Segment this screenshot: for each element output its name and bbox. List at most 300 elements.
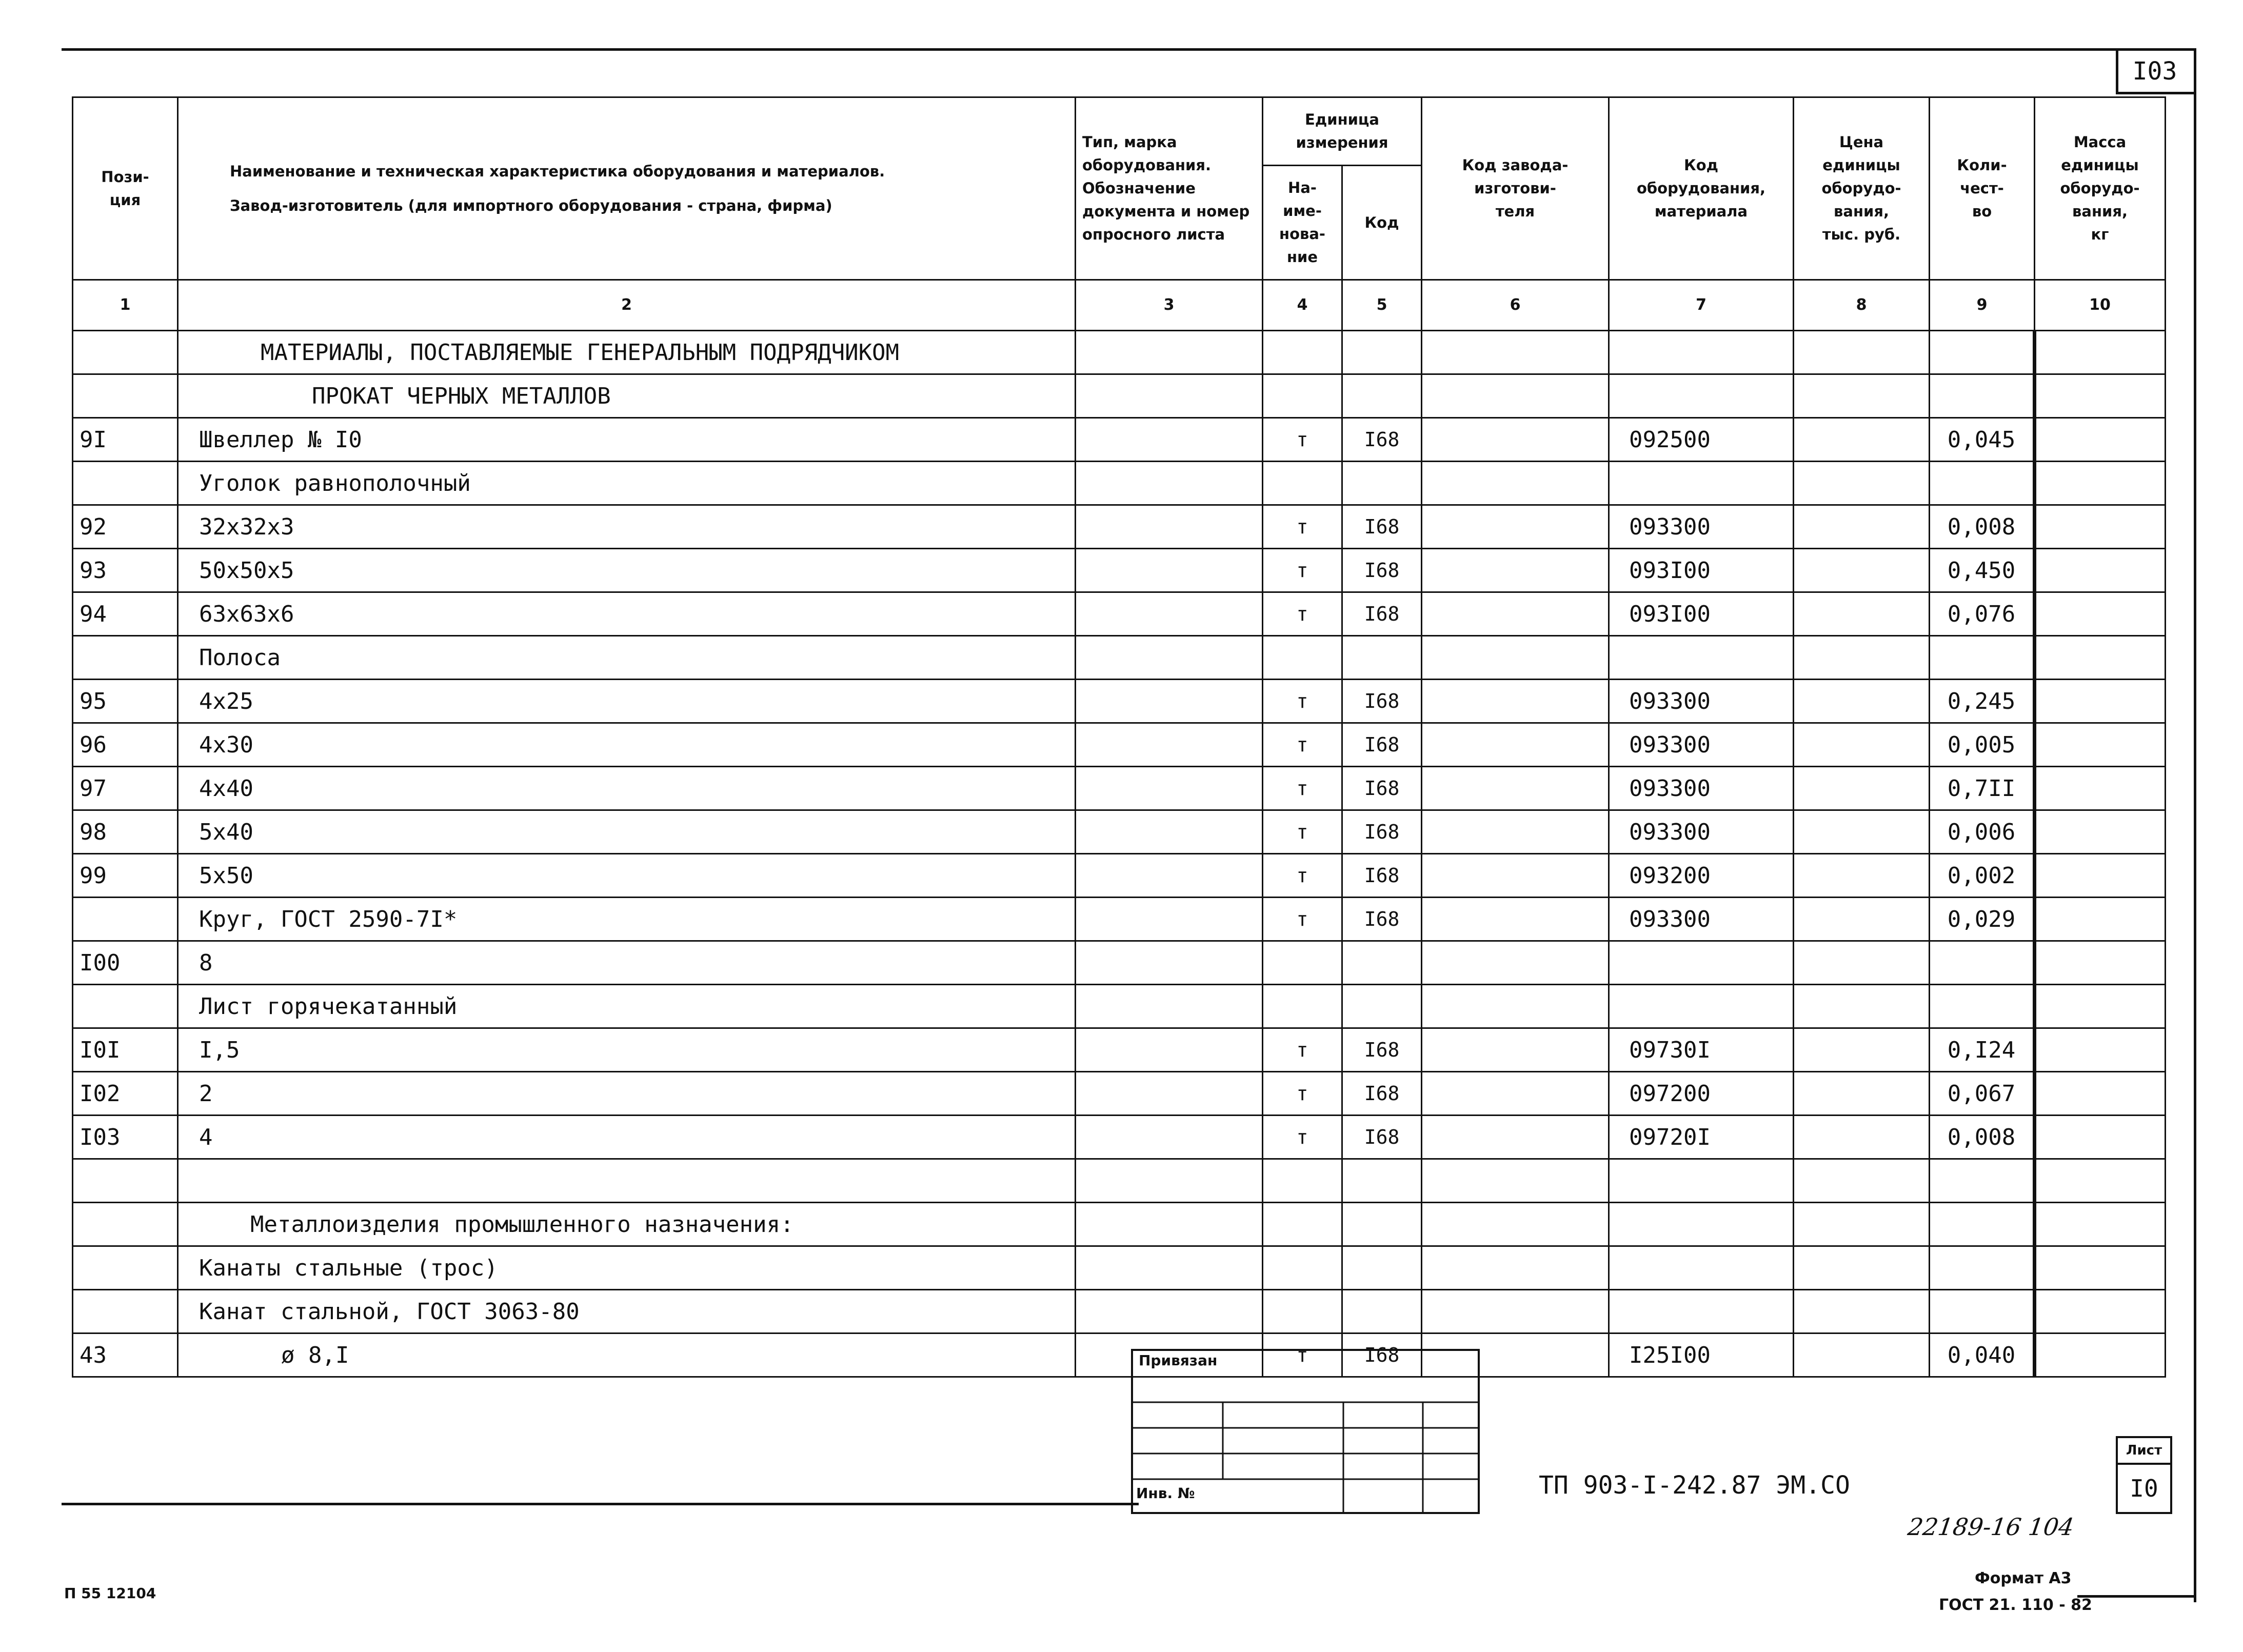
row-material-code: 093300 bbox=[1609, 505, 1794, 549]
row-type bbox=[1076, 854, 1263, 898]
row-unit-name bbox=[1263, 985, 1342, 1028]
row-factory-code bbox=[1422, 1116, 1609, 1159]
colnum-3: 3 bbox=[1076, 280, 1263, 331]
table-row bbox=[73, 810, 2166, 854]
row-unit-code: I68 bbox=[1342, 854, 1422, 898]
row-factory-code bbox=[1422, 767, 1609, 810]
row-type bbox=[1076, 1072, 1263, 1116]
row-unit-name: т bbox=[1263, 418, 1342, 462]
row-price bbox=[1794, 505, 1930, 549]
row-factory-code bbox=[1422, 1072, 1609, 1116]
row-factory-code bbox=[1422, 636, 1609, 680]
row-unit-code: I68 bbox=[1342, 1116, 1422, 1159]
row-material-code: 093I00 bbox=[1609, 549, 1794, 592]
row-quantity bbox=[1930, 1246, 2035, 1290]
row-quantity bbox=[1930, 374, 2035, 418]
row-position: 92 bbox=[73, 505, 178, 549]
colnum-4: 4 bbox=[1263, 280, 1342, 331]
sheet-label: Лист bbox=[2116, 1436, 2172, 1465]
row-position: 93 bbox=[73, 549, 178, 592]
table-row bbox=[73, 1203, 2166, 1246]
row-name: 63x63x6 bbox=[178, 592, 1076, 636]
row-unit-name bbox=[1263, 636, 1342, 680]
row-unit-code bbox=[1342, 941, 1422, 985]
header-material-code-text: Код оборудования, материала bbox=[1637, 156, 1766, 220]
row-type bbox=[1076, 1203, 1263, 1246]
row-name: Канаты стальные (трос) bbox=[178, 1246, 1076, 1290]
row-position bbox=[73, 1246, 178, 1290]
row-mass bbox=[2035, 549, 2166, 592]
row-quantity bbox=[1930, 1290, 2035, 1333]
row-factory-code bbox=[1422, 1290, 1609, 1333]
row-mass bbox=[2035, 941, 2166, 985]
row-type bbox=[1076, 331, 1263, 374]
row-unit-code: I68 bbox=[1342, 810, 1422, 854]
row-mass bbox=[2035, 898, 2166, 941]
row-unit-name: т bbox=[1263, 1028, 1342, 1072]
row-type bbox=[1076, 680, 1263, 723]
row-unit-code: I68 bbox=[1342, 592, 1422, 636]
row-name: 4x30 bbox=[178, 723, 1076, 767]
colnum-10: 10 bbox=[2035, 280, 2166, 331]
row-mass bbox=[2035, 810, 2166, 854]
header-name-line2: Завод-изготовитель (для импортного оборудования - страна, фирма) bbox=[230, 196, 832, 214]
table-row bbox=[73, 1116, 2166, 1159]
row-material-code: 093300 bbox=[1609, 898, 1794, 941]
table-row bbox=[73, 941, 2166, 985]
row-mass bbox=[2035, 636, 2166, 680]
header-material-code bbox=[1609, 97, 1794, 280]
table-row bbox=[73, 374, 2166, 418]
table-row bbox=[73, 505, 2166, 549]
row-quantity bbox=[1930, 941, 2035, 985]
row-quantity: 0,067 bbox=[1930, 1072, 2035, 1116]
row-unit-code bbox=[1342, 462, 1422, 505]
row-price bbox=[1794, 592, 1930, 636]
row-quantity: 0,450 bbox=[1930, 549, 2035, 592]
row-type bbox=[1076, 767, 1263, 810]
row-factory-code bbox=[1422, 854, 1609, 898]
row-factory-code bbox=[1422, 898, 1609, 941]
table-row bbox=[73, 1333, 2166, 1377]
row-name: 4 bbox=[178, 1116, 1076, 1159]
row-quantity: 0,008 bbox=[1930, 505, 2035, 549]
corner-code: П 55 12104 bbox=[64, 1585, 156, 1602]
row-price bbox=[1794, 1028, 1930, 1072]
row-position: 96 bbox=[73, 723, 178, 767]
row-position bbox=[73, 1290, 178, 1333]
row-material-code bbox=[1609, 1246, 1794, 1290]
sheet-right-border bbox=[2194, 48, 2196, 1602]
row-unit-code: I68 bbox=[1342, 767, 1422, 810]
row-price bbox=[1794, 1159, 1930, 1203]
row-material-code: 097200 bbox=[1609, 1072, 1794, 1116]
header-price-text: Цена единицы оборудо- вания, тыс. руб. bbox=[1821, 133, 1901, 243]
row-quantity: 0,045 bbox=[1930, 418, 2035, 462]
row-type bbox=[1076, 549, 1263, 592]
row-unit-name: т bbox=[1263, 810, 1342, 854]
row-mass bbox=[2035, 854, 2166, 898]
row-position: 97 bbox=[73, 767, 178, 810]
row-factory-code bbox=[1422, 462, 1609, 505]
row-unit-code bbox=[1342, 985, 1422, 1028]
row-factory-code bbox=[1422, 374, 1609, 418]
sheet-number: I0 bbox=[2116, 1463, 2172, 1514]
row-factory-code bbox=[1422, 418, 1609, 462]
column-number-row bbox=[73, 280, 2166, 331]
row-unit-name bbox=[1263, 1159, 1342, 1203]
header-unit-name bbox=[1263, 166, 1342, 280]
row-position bbox=[73, 1203, 178, 1246]
table-row bbox=[73, 592, 2166, 636]
row-quantity: 0,7II bbox=[1930, 767, 2035, 810]
row-position: 94 bbox=[73, 592, 178, 636]
row-unit-name: т bbox=[1263, 1333, 1342, 1377]
row-price bbox=[1794, 810, 1930, 854]
header-quantity-text: Коли- чест- во bbox=[1957, 156, 2007, 220]
row-name: 5x40 bbox=[178, 810, 1076, 854]
table-row bbox=[73, 898, 2166, 941]
row-position: I02 bbox=[73, 1072, 178, 1116]
row-unit-name: т bbox=[1263, 549, 1342, 592]
row-mass bbox=[2035, 767, 2166, 810]
row-unit-name: т bbox=[1263, 767, 1342, 810]
row-material-code: 093300 bbox=[1609, 810, 1794, 854]
row-name: 4x40 bbox=[178, 767, 1076, 810]
row-factory-code bbox=[1422, 810, 1609, 854]
row-unit-code bbox=[1342, 331, 1422, 374]
row-material-code bbox=[1609, 985, 1794, 1028]
row-unit-code: I68 bbox=[1342, 549, 1422, 592]
header-type bbox=[1076, 97, 1263, 280]
header-factory-code bbox=[1422, 97, 1609, 280]
row-name bbox=[178, 1159, 1076, 1203]
row-material-code: 093300 bbox=[1609, 767, 1794, 810]
row-name: 4x25 bbox=[178, 680, 1076, 723]
row-mass bbox=[2035, 418, 2166, 462]
row-material-code bbox=[1609, 941, 1794, 985]
header-name bbox=[178, 97, 1076, 280]
row-type bbox=[1076, 898, 1263, 941]
row-unit-name bbox=[1263, 331, 1342, 374]
row-price bbox=[1794, 680, 1930, 723]
colnum-1: 1 bbox=[73, 280, 178, 331]
row-quantity: 0,I24 bbox=[1930, 1028, 2035, 1072]
row-type bbox=[1076, 418, 1263, 462]
row-unit-name: т bbox=[1263, 723, 1342, 767]
header-mass bbox=[2035, 97, 2166, 280]
row-type bbox=[1076, 1246, 1263, 1290]
row-mass bbox=[2035, 1246, 2166, 1290]
row-material-code bbox=[1609, 1290, 1794, 1333]
row-name: Уголок равнополочный bbox=[178, 462, 1076, 505]
row-position: I03 bbox=[73, 1116, 178, 1159]
frame-bottom-line bbox=[62, 1503, 1139, 1505]
row-material-code: 09720I bbox=[1609, 1116, 1794, 1159]
colnum-2: 2 bbox=[178, 280, 1076, 331]
row-position bbox=[73, 985, 178, 1028]
row-factory-code bbox=[1422, 1159, 1609, 1203]
sheet-bottom-border bbox=[2077, 1595, 2195, 1598]
row-price bbox=[1794, 374, 1930, 418]
row-price bbox=[1794, 1290, 1930, 1333]
row-material-code: 09730I bbox=[1609, 1028, 1794, 1072]
row-price bbox=[1794, 1072, 1930, 1116]
row-name: 2 bbox=[178, 1072, 1076, 1116]
row-unit-name bbox=[1263, 462, 1342, 505]
row-position: 95 bbox=[73, 680, 178, 723]
header-type-text: Тип, марка оборудования. Обозначение документа и номер опросного листа bbox=[1082, 133, 1250, 243]
row-quantity: 0,245 bbox=[1930, 680, 2035, 723]
row-unit-code bbox=[1342, 636, 1422, 680]
row-type bbox=[1076, 1290, 1263, 1333]
row-price bbox=[1794, 723, 1930, 767]
header-quantity bbox=[1930, 97, 2035, 280]
row-price bbox=[1794, 1116, 1930, 1159]
row-quantity bbox=[1930, 331, 2035, 374]
header-row bbox=[73, 97, 2166, 166]
row-unit-code: I68 bbox=[1342, 1072, 1422, 1116]
row-unit-code bbox=[1342, 1246, 1422, 1290]
row-name: Круг, ГОСТ 2590-7I* bbox=[178, 898, 1076, 941]
colnum-9: 9 bbox=[1930, 280, 2035, 331]
header-position-text: Пози- ция bbox=[101, 168, 149, 209]
table-row bbox=[73, 1072, 2166, 1116]
row-factory-code bbox=[1422, 985, 1609, 1028]
row-name: Швеллер № I0 bbox=[178, 418, 1076, 462]
row-type bbox=[1076, 1028, 1263, 1072]
table-row bbox=[73, 767, 2166, 810]
row-unit-name bbox=[1263, 941, 1342, 985]
row-factory-code bbox=[1422, 1028, 1609, 1072]
row-unit-name: т bbox=[1263, 1072, 1342, 1116]
row-unit-code: I68 bbox=[1342, 680, 1422, 723]
row-unit-name bbox=[1263, 1290, 1342, 1333]
specification-table bbox=[72, 96, 2166, 1378]
row-material-code bbox=[1609, 331, 1794, 374]
row-quantity bbox=[1930, 1203, 2035, 1246]
colnum-8: 8 bbox=[1794, 280, 1930, 331]
row-position: 99 bbox=[73, 854, 178, 898]
row-quantity: 0,008 bbox=[1930, 1116, 2035, 1159]
row-unit-code: I68 bbox=[1342, 898, 1422, 941]
row-type bbox=[1076, 636, 1263, 680]
row-factory-code bbox=[1422, 1246, 1609, 1290]
row-type bbox=[1076, 810, 1263, 854]
header-price bbox=[1794, 97, 1930, 280]
row-price bbox=[1794, 854, 1930, 898]
row-name: ПРОКАТ ЧЕРНЫХ МЕТАЛЛОВ bbox=[178, 374, 1076, 418]
header-unit-code bbox=[1342, 166, 1422, 280]
table-row bbox=[73, 1028, 2166, 1072]
row-mass bbox=[2035, 680, 2166, 723]
top-sheet-number: I03 bbox=[2132, 57, 2177, 86]
table-row bbox=[73, 1246, 2166, 1290]
row-factory-code bbox=[1422, 505, 1609, 549]
header-unit-group-text: Единица измерения bbox=[1296, 111, 1388, 151]
row-material-code: 093I00 bbox=[1609, 592, 1794, 636]
header-unit-group bbox=[1263, 97, 1422, 166]
row-factory-code bbox=[1422, 331, 1609, 374]
row-unit-code bbox=[1342, 1159, 1422, 1203]
colnum-5: 5 bbox=[1342, 280, 1422, 331]
row-factory-code bbox=[1422, 1203, 1609, 1246]
document-code: ТП 903-I-242.87 ЭМ.СО bbox=[1539, 1471, 1850, 1500]
table-row bbox=[73, 549, 2166, 592]
row-price bbox=[1794, 331, 1930, 374]
row-unit-code: I68 bbox=[1342, 418, 1422, 462]
row-mass bbox=[2035, 1072, 2166, 1116]
table-row bbox=[73, 985, 2166, 1028]
row-type bbox=[1076, 374, 1263, 418]
row-factory-code bbox=[1422, 941, 1609, 985]
row-price bbox=[1794, 941, 1930, 985]
row-unit-name bbox=[1263, 1246, 1342, 1290]
row-name: Канат стальной, ГОСТ 3063-80 bbox=[178, 1290, 1076, 1333]
table-row bbox=[73, 723, 2166, 767]
row-name: Полоса bbox=[178, 636, 1076, 680]
row-name: 5x50 bbox=[178, 854, 1076, 898]
table-row bbox=[73, 854, 2166, 898]
row-quantity bbox=[1930, 462, 2035, 505]
table-row bbox=[73, 331, 2166, 374]
row-quantity: 0,040 bbox=[1930, 1333, 2035, 1377]
row-price bbox=[1794, 462, 1930, 505]
row-position: I00 bbox=[73, 941, 178, 985]
row-position bbox=[73, 1159, 178, 1203]
row-name: I,5 bbox=[178, 1028, 1076, 1072]
row-position bbox=[73, 374, 178, 418]
row-unit-code: I68 bbox=[1342, 505, 1422, 549]
table-row bbox=[73, 462, 2166, 505]
header-position bbox=[73, 97, 178, 280]
row-type bbox=[1076, 723, 1263, 767]
row-unit-code bbox=[1342, 1203, 1422, 1246]
row-type bbox=[1076, 1116, 1263, 1159]
row-unit-name: т bbox=[1263, 898, 1342, 941]
row-mass bbox=[2035, 723, 2166, 767]
row-position: 43 bbox=[73, 1333, 178, 1377]
row-type bbox=[1076, 462, 1263, 505]
row-unit-code bbox=[1342, 1290, 1422, 1333]
row-quantity: 0,002 bbox=[1930, 854, 2035, 898]
row-mass bbox=[2035, 331, 2166, 374]
row-type bbox=[1076, 1159, 1263, 1203]
row-unit-code: I68 bbox=[1342, 723, 1422, 767]
row-mass bbox=[2035, 1159, 2166, 1203]
row-price bbox=[1794, 1203, 1930, 1246]
row-position bbox=[73, 898, 178, 941]
header-name-line1: Наименование и техническая характеристика оборудования и материалов. bbox=[230, 162, 885, 180]
row-mass bbox=[2035, 1028, 2166, 1072]
gost-label: ГОСТ 21. 110 - 82 bbox=[1939, 1596, 2092, 1614]
row-material-code bbox=[1609, 1203, 1794, 1246]
row-type bbox=[1076, 941, 1263, 985]
row-quantity: 0,076 bbox=[1930, 592, 2035, 636]
row-position: I0I bbox=[73, 1028, 178, 1072]
row-factory-code bbox=[1422, 549, 1609, 592]
row-mass bbox=[2035, 1333, 2166, 1377]
table-row bbox=[73, 1159, 2166, 1203]
row-material-code: 093300 bbox=[1609, 723, 1794, 767]
row-price bbox=[1794, 418, 1930, 462]
header-factory-code-text: Код завода- изготови- теля bbox=[1462, 156, 1569, 220]
table-row bbox=[73, 680, 2166, 723]
row-quantity: 0,005 bbox=[1930, 723, 2035, 767]
row-unit-name: т bbox=[1263, 505, 1342, 549]
row-name: 50x50x5 bbox=[178, 549, 1076, 592]
header-unit-code-text: Код bbox=[1364, 213, 1399, 231]
format-label: Формат А3 bbox=[1975, 1569, 2072, 1587]
row-factory-code bbox=[1422, 680, 1609, 723]
row-unit-name bbox=[1263, 374, 1342, 418]
row-quantity bbox=[1930, 1159, 2035, 1203]
row-name: 32x32x3 bbox=[178, 505, 1076, 549]
table-row bbox=[73, 418, 2166, 462]
row-material-code bbox=[1609, 462, 1794, 505]
row-material-code: I25I00 bbox=[1609, 1333, 1794, 1377]
row-quantity bbox=[1930, 985, 2035, 1028]
row-mass bbox=[2035, 1290, 2166, 1333]
row-unit-name: т bbox=[1263, 592, 1342, 636]
row-position: 98 bbox=[73, 810, 178, 854]
row-unit-code bbox=[1342, 374, 1422, 418]
row-mass bbox=[2035, 462, 2166, 505]
row-unit-name: т bbox=[1263, 854, 1342, 898]
row-name: МАТЕРИАЛЫ, ПОСТАВЛЯЕМЫЕ ГЕНЕРАЛЬНЫМ ПОДРЯДЧИКОМ bbox=[178, 331, 1076, 374]
row-price bbox=[1794, 549, 1930, 592]
row-mass bbox=[2035, 985, 2166, 1028]
row-name: ø 8,I bbox=[178, 1333, 1076, 1377]
row-quantity bbox=[1930, 636, 2035, 680]
colnum-7: 7 bbox=[1609, 280, 1794, 331]
row-price bbox=[1794, 898, 1930, 941]
specification-body bbox=[73, 331, 2166, 1377]
header-mass-text: Масса единицы оборудо- вания, кг bbox=[2060, 133, 2140, 243]
row-type bbox=[1076, 592, 1263, 636]
row-position bbox=[73, 331, 178, 374]
sheet-top-border bbox=[62, 48, 2195, 51]
row-name: Лист горячекатанный bbox=[178, 985, 1076, 1028]
row-name: Металлоизделия промышленного назначения: bbox=[178, 1203, 1076, 1246]
row-price bbox=[1794, 985, 1930, 1028]
row-unit-code: I68 bbox=[1342, 1028, 1422, 1072]
row-material-code bbox=[1609, 1159, 1794, 1203]
row-unit-name: т bbox=[1263, 680, 1342, 723]
row-price bbox=[1794, 636, 1930, 680]
row-unit-name: т bbox=[1263, 1116, 1342, 1159]
row-material-code: 093300 bbox=[1609, 680, 1794, 723]
row-mass bbox=[2035, 505, 2166, 549]
table-row bbox=[73, 1290, 2166, 1333]
row-unit-code: I68 bbox=[1342, 1333, 1422, 1377]
row-unit-name bbox=[1263, 1203, 1342, 1246]
row-material-code: 092500 bbox=[1609, 418, 1794, 462]
colnum-6: 6 bbox=[1422, 280, 1609, 331]
row-price bbox=[1794, 767, 1930, 810]
row-material-code: 093200 bbox=[1609, 854, 1794, 898]
row-mass bbox=[2035, 1116, 2166, 1159]
row-mass bbox=[2035, 592, 2166, 636]
attached-label: Привязан bbox=[1139, 1352, 1218, 1369]
handwritten-reference: 22189-16 104 bbox=[1906, 1513, 2076, 1541]
row-name: 8 bbox=[178, 941, 1076, 985]
row-price bbox=[1794, 1333, 1930, 1377]
row-type bbox=[1076, 505, 1263, 549]
row-position bbox=[73, 462, 178, 505]
row-factory-code bbox=[1422, 723, 1609, 767]
row-factory-code bbox=[1422, 592, 1609, 636]
